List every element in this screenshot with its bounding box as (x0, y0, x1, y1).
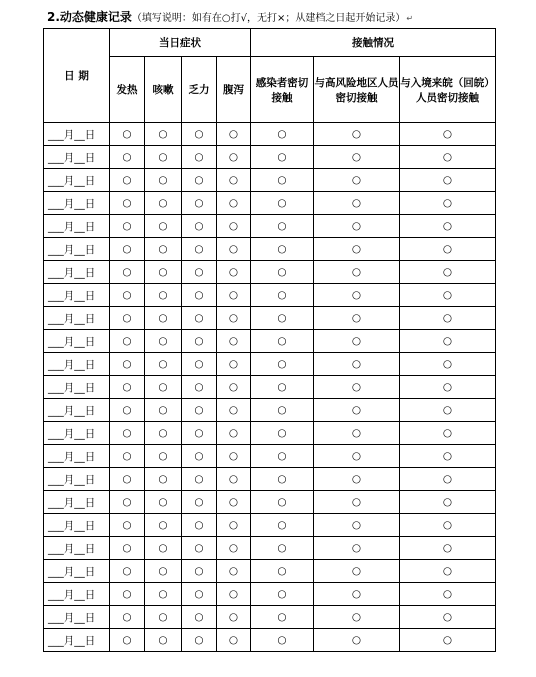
circle-checkbox[interactable]: ○ (400, 192, 496, 215)
table-row (44, 468, 496, 491)
circle-checkbox[interactable]: ○ (217, 146, 251, 169)
circle-checkbox[interactable]: ○ (400, 491, 496, 514)
circle-checkbox[interactable]: ○ (251, 330, 314, 353)
date-cell[interactable]: ___月__日 (44, 445, 110, 468)
date-cell[interactable]: ___月__日 (44, 284, 110, 307)
inbound-contact-column-header: 与入境来皖（回皖）人员密切接触 (400, 57, 496, 123)
diarrhea-column-header: 腹泻 (217, 57, 251, 123)
circle-checkbox[interactable]: ○ (182, 583, 217, 606)
circle-checkbox[interactable]: ○ (145, 215, 182, 238)
date-cell[interactable]: ___月__日 (44, 606, 110, 629)
circle-checkbox[interactable]: ○ (217, 422, 251, 445)
circle-checkbox[interactable]: ○ (400, 537, 496, 560)
circle-checkbox[interactable]: ○ (314, 169, 400, 192)
circle-checkbox[interactable]: ○ (251, 560, 314, 583)
circle-checkbox[interactable]: ○ (314, 307, 400, 330)
circle-checkbox[interactable]: ○ (251, 445, 314, 468)
circle-checkbox[interactable]: ○ (110, 537, 145, 560)
table-row (44, 284, 496, 307)
table-row (44, 583, 496, 606)
table-row (44, 215, 496, 238)
circle-checkbox[interactable]: ○ (182, 606, 217, 629)
circle-checkbox[interactable]: ○ (217, 169, 251, 192)
circle-checkbox[interactable]: ○ (110, 330, 145, 353)
circle-checkbox[interactable]: ○ (182, 468, 217, 491)
circle-checkbox[interactable]: ○ (110, 238, 145, 261)
fever-column-header: 发热 (110, 57, 145, 123)
cough-column-header: 咳嗽 (145, 57, 182, 123)
circle-checkbox[interactable]: ○ (314, 468, 400, 491)
circle-checkbox[interactable]: ○ (251, 514, 314, 537)
circle-checkbox[interactable]: ○ (182, 330, 217, 353)
circle-checkbox[interactable]: ○ (251, 261, 314, 284)
circle-checkbox[interactable]: ○ (314, 192, 400, 215)
circle-checkbox[interactable]: ○ (217, 583, 251, 606)
date-cell[interactable]: ___月__日 (44, 583, 110, 606)
table-row (44, 422, 496, 445)
date-cell[interactable]: ___月__日 (44, 560, 110, 583)
circle-checkbox[interactable]: ○ (110, 399, 145, 422)
circle-checkbox[interactable]: ○ (400, 330, 496, 353)
circle-checkbox[interactable]: ○ (314, 284, 400, 307)
circle-checkbox[interactable]: ○ (251, 606, 314, 629)
circle-checkbox[interactable]: ○ (400, 583, 496, 606)
table-row (44, 169, 496, 192)
fill-instructions: （填写说明：如有在○打√，无打×；从建档之日起开始记录） (131, 13, 406, 24)
table-row (44, 629, 496, 652)
circle-checkbox[interactable]: ○ (182, 261, 217, 284)
circle-checkbox[interactable]: ○ (217, 284, 251, 307)
table-row (44, 399, 496, 422)
circle-checkbox[interactable]: ○ (217, 399, 251, 422)
circle-checkbox[interactable]: ○ (145, 537, 182, 560)
circle-checkbox[interactable]: ○ (110, 307, 145, 330)
circle-checkbox[interactable]: ○ (145, 560, 182, 583)
circle-checkbox[interactable]: ○ (314, 261, 400, 284)
circle-checkbox[interactable]: ○ (145, 238, 182, 261)
record-rows (44, 123, 496, 652)
circle-checkbox[interactable]: ○ (182, 169, 217, 192)
date-cell[interactable]: ___月__日 (44, 215, 110, 238)
circle-checkbox[interactable]: ○ (314, 399, 400, 422)
circle-checkbox[interactable]: ○ (145, 284, 182, 307)
circle-checkbox[interactable]: ○ (145, 169, 182, 192)
circle-checkbox[interactable]: ○ (251, 353, 314, 376)
table-row (44, 330, 496, 353)
circle-checkbox[interactable]: ○ (400, 284, 496, 307)
circle-checkbox[interactable]: ○ (182, 238, 217, 261)
circle-checkbox[interactable]: ○ (314, 445, 400, 468)
circle-checkbox[interactable]: ○ (217, 468, 251, 491)
circle-checkbox[interactable]: ○ (314, 491, 400, 514)
circle-checkbox[interactable]: ○ (110, 491, 145, 514)
circle-checkbox[interactable]: ○ (110, 353, 145, 376)
date-cell[interactable]: ___月__日 (44, 330, 110, 353)
circle-checkbox[interactable]: ○ (251, 215, 314, 238)
circle-checkbox[interactable]: ○ (145, 514, 182, 537)
section-title (47, 9, 527, 27)
circle-checkbox[interactable]: ○ (314, 422, 400, 445)
circle-checkbox[interactable]: ○ (251, 238, 314, 261)
circle-checkbox[interactable]: ○ (217, 629, 251, 652)
circle-checkbox[interactable]: ○ (145, 330, 182, 353)
circle-checkbox[interactable]: ○ (217, 238, 251, 261)
circle-checkbox[interactable]: ○ (110, 422, 145, 445)
circle-checkbox[interactable]: ○ (145, 192, 182, 215)
date-cell[interactable]: ___月__日 (44, 376, 110, 399)
circle-checkbox[interactable]: ○ (182, 560, 217, 583)
circle-checkbox[interactable]: ○ (182, 146, 217, 169)
circle-checkbox[interactable]: ○ (314, 123, 400, 146)
date-cell[interactable]: ___月__日 (44, 123, 110, 146)
circle-checkbox[interactable]: ○ (251, 537, 314, 560)
circle-checkbox[interactable]: ○ (110, 583, 145, 606)
circle-checkbox[interactable]: ○ (145, 353, 182, 376)
circle-checkbox[interactable]: ○ (314, 583, 400, 606)
circle-checkbox[interactable]: ○ (110, 215, 145, 238)
circle-checkbox[interactable]: ○ (145, 583, 182, 606)
circle-checkbox[interactable]: ○ (251, 399, 314, 422)
circle-checkbox[interactable]: ○ (145, 399, 182, 422)
section-heading: 2.动态健康记录 (47, 10, 132, 24)
circle-checkbox[interactable]: ○ (314, 353, 400, 376)
date-cell[interactable]: ___月__日 (44, 537, 110, 560)
circle-checkbox[interactable]: ○ (182, 422, 217, 445)
circle-checkbox[interactable]: ○ (182, 215, 217, 238)
circle-checkbox[interactable]: ○ (400, 560, 496, 583)
circle-checkbox[interactable]: ○ (251, 307, 314, 330)
circle-checkbox[interactable]: ○ (251, 192, 314, 215)
table-row (44, 353, 496, 376)
circle-checkbox[interactable]: ○ (145, 468, 182, 491)
circle-checkbox[interactable]: ○ (400, 445, 496, 468)
date-cell[interactable]: ___月__日 (44, 629, 110, 652)
table-row (44, 514, 496, 537)
circle-checkbox[interactable]: ○ (182, 376, 217, 399)
circle-checkbox[interactable]: ○ (400, 353, 496, 376)
circle-checkbox[interactable]: ○ (251, 146, 314, 169)
circle-checkbox[interactable]: ○ (314, 629, 400, 652)
circle-checkbox[interactable]: ○ (400, 514, 496, 537)
circle-checkbox[interactable]: ○ (251, 422, 314, 445)
circle-checkbox[interactable]: ○ (110, 123, 145, 146)
circle-checkbox[interactable]: ○ (182, 537, 217, 560)
circle-checkbox[interactable]: ○ (251, 123, 314, 146)
circle-checkbox[interactable]: ○ (217, 307, 251, 330)
circle-checkbox[interactable]: ○ (110, 606, 145, 629)
circle-checkbox[interactable]: ○ (182, 629, 217, 652)
circle-checkbox[interactable]: ○ (217, 514, 251, 537)
table-row (44, 192, 496, 215)
table-row (44, 560, 496, 583)
circle-checkbox[interactable]: ○ (251, 583, 314, 606)
circle-checkbox[interactable]: ○ (110, 376, 145, 399)
circle-checkbox[interactable]: ○ (314, 514, 400, 537)
circle-checkbox[interactable]: ○ (110, 445, 145, 468)
circle-checkbox[interactable]: ○ (314, 606, 400, 629)
circle-checkbox[interactable]: ○ (217, 215, 251, 238)
circle-checkbox[interactable]: ○ (110, 468, 145, 491)
circle-checkbox[interactable]: ○ (145, 629, 182, 652)
circle-checkbox[interactable]: ○ (400, 169, 496, 192)
circle-checkbox[interactable]: ○ (145, 376, 182, 399)
circle-checkbox[interactable]: ○ (182, 307, 217, 330)
table-row (44, 123, 496, 146)
circle-checkbox[interactable]: ○ (110, 261, 145, 284)
circle-checkbox[interactable]: ○ (182, 491, 217, 514)
circle-checkbox[interactable]: ○ (400, 307, 496, 330)
circle-checkbox[interactable]: ○ (217, 123, 251, 146)
circle-checkbox[interactable]: ○ (400, 261, 496, 284)
contact-group-header: 接触情况 (251, 29, 496, 57)
table-row (44, 537, 496, 560)
circle-checkbox[interactable]: ○ (145, 261, 182, 284)
infected-contact-column-header: 感染者密切接触 (251, 57, 314, 123)
circle-checkbox[interactable]: ○ (314, 537, 400, 560)
circle-checkbox[interactable]: ○ (217, 376, 251, 399)
date-cell[interactable]: ___月__日 (44, 399, 110, 422)
circle-checkbox[interactable]: ○ (110, 560, 145, 583)
circle-checkbox[interactable]: ○ (314, 215, 400, 238)
circle-checkbox[interactable]: ○ (314, 560, 400, 583)
circle-checkbox[interactable]: ○ (314, 146, 400, 169)
circle-checkbox[interactable]: ○ (217, 445, 251, 468)
circle-checkbox[interactable]: ○ (217, 330, 251, 353)
high-risk-contact-column-header: 与高风险地区人员密切接触 (314, 57, 400, 123)
table-row (44, 261, 496, 284)
circle-checkbox[interactable]: ○ (251, 491, 314, 514)
date-cell[interactable]: ___月__日 (44, 192, 110, 215)
circle-checkbox[interactable]: ○ (251, 629, 314, 652)
date-cell[interactable]: ___月__日 (44, 146, 110, 169)
table-row (44, 376, 496, 399)
circle-checkbox[interactable]: ○ (314, 376, 400, 399)
circle-checkbox[interactable]: ○ (110, 146, 145, 169)
circle-checkbox[interactable]: ○ (145, 491, 182, 514)
date-cell[interactable]: ___月__日 (44, 468, 110, 491)
circle-checkbox[interactable]: ○ (251, 468, 314, 491)
circle-checkbox[interactable]: ○ (400, 123, 496, 146)
date-cell[interactable]: ___月__日 (44, 238, 110, 261)
circle-checkbox[interactable]: ○ (145, 606, 182, 629)
circle-checkbox[interactable]: ○ (182, 445, 217, 468)
circle-checkbox[interactable]: ○ (145, 445, 182, 468)
circle-checkbox[interactable]: ○ (110, 284, 145, 307)
fatigue-column-header: 乏力 (182, 57, 217, 123)
date-cell[interactable]: ___月__日 (44, 491, 110, 514)
date-cell[interactable]: ___月__日 (44, 307, 110, 330)
date-cell[interactable]: ___月__日 (44, 169, 110, 192)
table-row (44, 491, 496, 514)
circle-checkbox[interactable]: ○ (251, 169, 314, 192)
circle-checkbox[interactable]: ○ (110, 169, 145, 192)
circle-checkbox[interactable]: ○ (217, 192, 251, 215)
date-cell[interactable]: ___月__日 (44, 261, 110, 284)
circle-checkbox[interactable]: ○ (110, 514, 145, 537)
health-record-table (43, 28, 496, 652)
circle-checkbox[interactable]: ○ (182, 399, 217, 422)
circle-checkbox[interactable]: ○ (145, 307, 182, 330)
circle-checkbox[interactable]: ○ (217, 560, 251, 583)
circle-checkbox[interactable]: ○ (145, 422, 182, 445)
circle-checkbox[interactable]: ○ (182, 353, 217, 376)
date-cell[interactable]: ___月__日 (44, 514, 110, 537)
table-row (44, 146, 496, 169)
circle-checkbox[interactable]: ○ (217, 261, 251, 284)
circle-checkbox[interactable]: ○ (251, 284, 314, 307)
circle-checkbox[interactable]: ○ (182, 192, 217, 215)
circle-checkbox[interactable]: ○ (110, 629, 145, 652)
circle-checkbox[interactable]: ○ (182, 123, 217, 146)
table-row (44, 445, 496, 468)
date-column-header: 日 期 (44, 29, 110, 123)
circle-checkbox[interactable]: ○ (400, 399, 496, 422)
circle-checkbox[interactable]: ○ (217, 491, 251, 514)
symptoms-group-header: 当日症状 (110, 29, 251, 57)
circle-checkbox[interactable]: ○ (145, 123, 182, 146)
circle-checkbox[interactable]: ○ (400, 376, 496, 399)
circle-checkbox[interactable]: ○ (182, 514, 217, 537)
circle-checkbox[interactable]: ○ (145, 146, 182, 169)
table-row (44, 307, 496, 330)
circle-checkbox[interactable]: ○ (400, 215, 496, 238)
table-row (44, 606, 496, 629)
circle-checkbox[interactable]: ○ (400, 146, 496, 169)
circle-checkbox[interactable]: ○ (400, 629, 496, 652)
circle-checkbox[interactable]: ○ (217, 606, 251, 629)
paragraph-mark-icon: ↵ (406, 14, 414, 23)
circle-checkbox[interactable]: ○ (217, 353, 251, 376)
circle-checkbox[interactable]: ○ (314, 238, 400, 261)
circle-checkbox[interactable]: ○ (314, 330, 400, 353)
table-row (44, 238, 496, 261)
date-cell[interactable]: ___月__日 (44, 353, 110, 376)
circle-checkbox[interactable]: ○ (400, 422, 496, 445)
circle-checkbox[interactable]: ○ (110, 192, 145, 215)
circle-checkbox[interactable]: ○ (400, 238, 496, 261)
circle-checkbox[interactable]: ○ (182, 284, 217, 307)
circle-checkbox[interactable]: ○ (217, 537, 251, 560)
circle-checkbox[interactable]: ○ (251, 376, 314, 399)
circle-checkbox[interactable]: ○ (400, 468, 496, 491)
circle-checkbox[interactable]: ○ (400, 606, 496, 629)
date-cell[interactable]: ___月__日 (44, 422, 110, 445)
